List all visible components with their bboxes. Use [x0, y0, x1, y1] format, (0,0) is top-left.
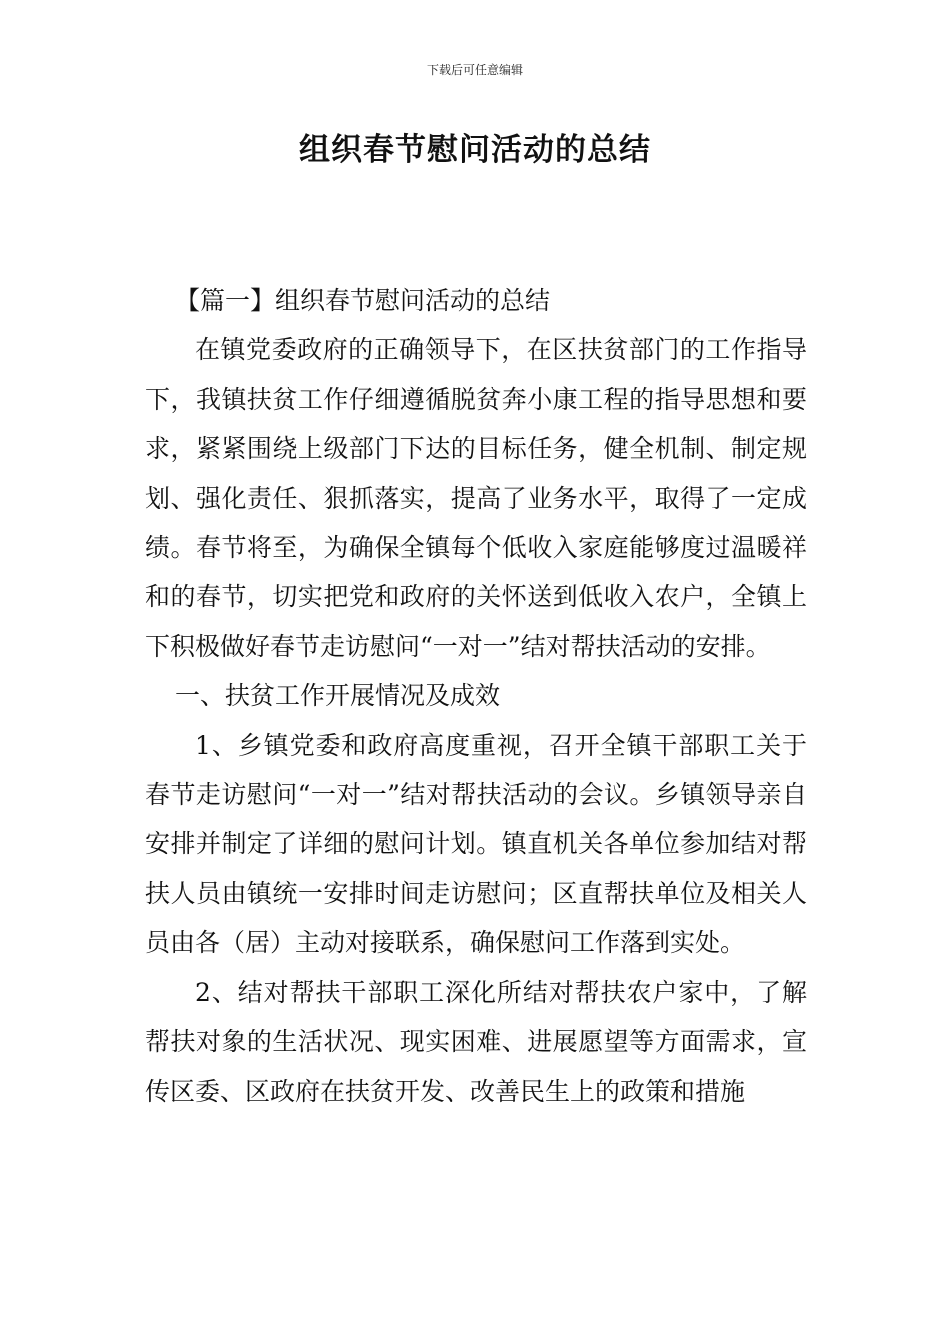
- body-paragraph: 2、结对帮扶干部职工深化所结对帮扶农户家中，了解帮扶对象的生活状况、现实困难、进展愿望等方面需求，宣传区委、区政府在扶贫开发、改善民生上的政策和措施: [145, 977, 807, 1106]
- body-paragraph: 1、乡镇党委和政府高度重视，召开全镇干部职工关于春节走访慰问“一对一”结对帮扶活动的会议。乡镇领导亲自安排并制定了详细的慰问计划。镇直机关各单位参加结对帮扶人员由镇统一安排时间走访慰问；区直帮扶单位及相关人员由各（居）主动对接联系，确保慰问工作落到实处。: [145, 730, 807, 958]
- header-note: 下载后可任意编辑: [426, 63, 523, 77]
- section-heading: 【篇一】组织春节慰问活动的总结: [175, 286, 551, 315]
- document-title: 组织春节慰问活动的总结: [299, 132, 651, 168]
- body-paragraph: 在镇党委政府的正确领导下，在区扶贫部门的工作指导下，我镇扶贫工作仔细遵循脱贫奔小康工程的指导思想和要求，紧紧围绕上级部门下达的目标任务，健全机制、制定规划、强化责任、狠抓落实，提高了业务水平，取得了一定成绩。春节将至，为确保全镇每个低收入家庭能够度过温暖祥和的春节，切实把党和政府的关怀送到低收入农户，全镇上下积极做好春节走访慰问“一对一”结对帮扶活动的安排。: [145, 335, 807, 661]
- subsection-heading: 一、扶贫工作开展情况及成效: [175, 681, 501, 711]
- document-body: [145, 276, 807, 1116]
